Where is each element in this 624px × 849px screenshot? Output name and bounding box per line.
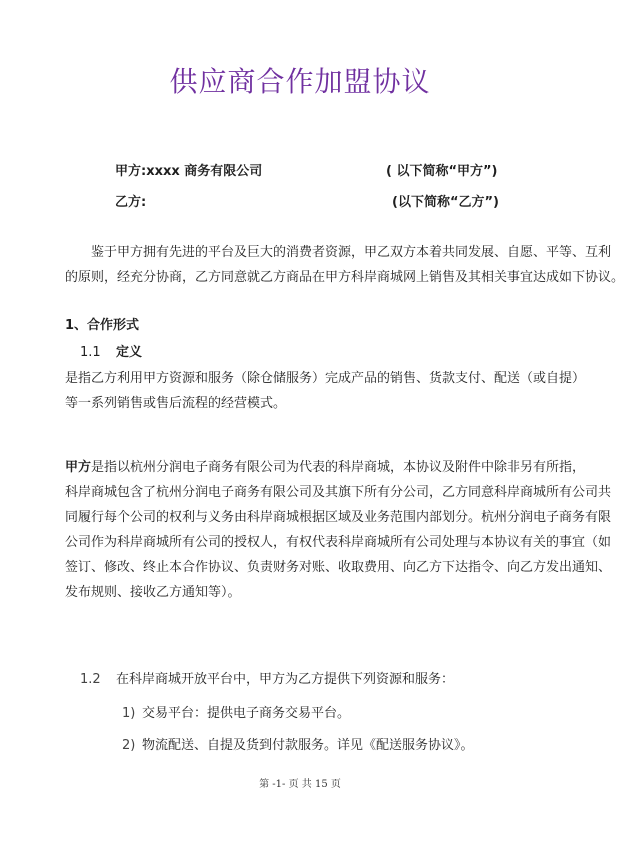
- party-a-alias: ( 以下简称“甲方”): [386, 164, 498, 179]
- party-a-definition-line: 发布规则、接收乙方通知等）。: [65, 585, 241, 600]
- subsection-text: 在科岸商城开放平台中，甲方为乙方提供下列资源和服务：: [116, 672, 455, 687]
- preamble-line: 鉴于甲方拥有先进的平台及巨大的消费者资源，甲乙双方本着共同发展、自愿、平等、互利: [91, 245, 612, 260]
- subsection-1-2: [80, 668, 454, 687]
- party-b-name: 乙方:: [115, 195, 147, 210]
- party-b-alias: (以下简称“乙方”): [392, 195, 499, 210]
- party-a-definition-line: 同履行每个公司的权利与义务由科岸商城根据区域及业务范围内部划分。杭州分润电子商务有限: [65, 510, 612, 525]
- service-list-item: [122, 734, 474, 753]
- party-a-name: 甲方:xxxx 商务有限公司: [115, 164, 263, 179]
- section-1-heading: 1、合作形式: [65, 318, 140, 333]
- list-item-number: 1): [122, 706, 136, 721]
- definition-line: 等一系列销售或售后流程的经营模式。: [65, 396, 287, 411]
- page-footer: 第 -1- 页 共 15 页: [259, 779, 341, 790]
- subsection-title: 定义: [116, 345, 143, 360]
- party-a-definition-line: 公司作为科岸商城所有公司的授权人，有权代表科岸商城所有公司处理与本协议有关的事宜（如: [65, 535, 612, 550]
- party-a-definition-line: 签订、修改、终止本合作协议、负责财务对账、收取费用、向乙方下达指令、向乙方发出通知、: [65, 560, 612, 575]
- subsection-number: 1.2: [80, 672, 101, 687]
- definition-line: 是指乙方利用甲方资源和服务（除仓储服务）完成产品的销售、货款支付、配送（或自提）: [65, 371, 586, 386]
- document-title: 供应商合作加盟协议: [169, 65, 431, 98]
- definition-paragraph: [65, 366, 586, 416]
- subsection-number: 1.1: [80, 345, 101, 360]
- party-a-definition-line: 科岸商城包含了杭州分润电子商务有限公司及其旗下所有分公司，乙方同意科岸商城所有公司共: [65, 485, 612, 500]
- preamble-line: 的原则，经充分协商，乙方同意就乙方商品在甲方科岸商城网上销售及其相关事宜达成如下协议。: [65, 270, 624, 285]
- party-a-definition-text: 是指以杭州分润电子商务有限公司为代表的科岸商城，本协议及附件中除非另有所指，: [91, 460, 586, 475]
- party-a-definition-paragraph: [65, 455, 612, 605]
- list-item-text: 交易平台：提供电子商务交易平台。: [142, 706, 351, 721]
- list-item-text: 物流配送、自提及货到付款服务。详见《配送服务协议》。: [142, 738, 474, 753]
- party-a-lead: 甲方: [65, 460, 92, 475]
- subsection-1-1: [80, 341, 142, 360]
- party-a-definition-line: [65, 455, 586, 480]
- list-item-number: 2): [122, 738, 136, 753]
- preamble-paragraph: [65, 240, 624, 290]
- service-list-item: [122, 702, 350, 721]
